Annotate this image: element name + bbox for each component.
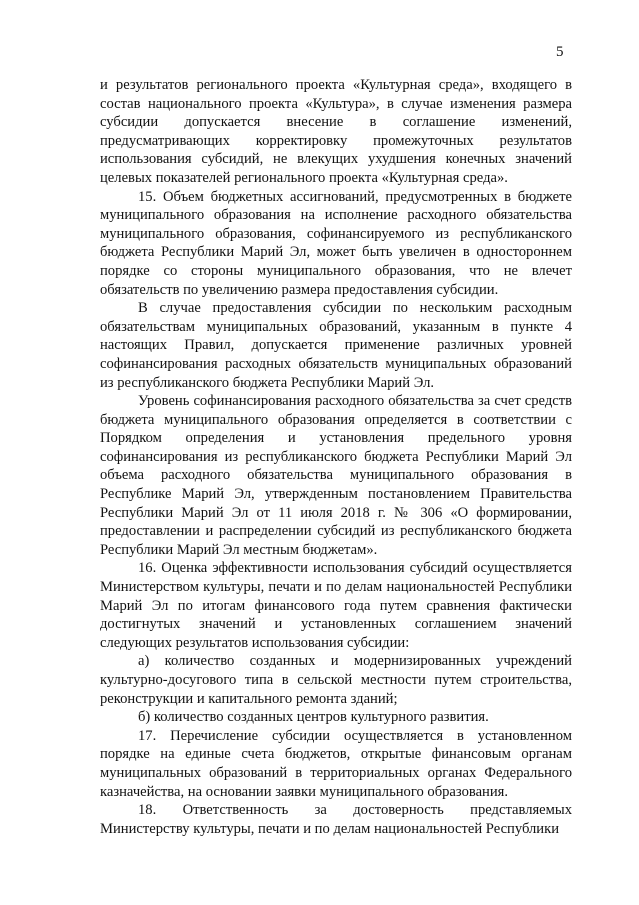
paragraph-clause-18: 18. Ответственность за достоверность представляемых Министерству культуры, печати и по делам национальностей Республики xyxy=(100,802,572,837)
paragraph-clause-15: 15. Объем бюджетных ассигнований, предусмотренных в бюджете муниципального образования на исполнение расходного обязательства муниципального образования, софинансируемого из республиканского бюджета Республики Марий Эл, может быть увеличен в одностороннем порядке со стороны муниципального образования, что не влечет обязательств по увеличению размера предоставления субсидии. xyxy=(100,188,572,298)
list-item-a: а) количество созданных и модернизированных учреждений культурно-досугового типа в сельской местности путем строительства, реконструкции и капитального ремонта зданий; xyxy=(100,653,572,707)
list-item-b: б) количество созданных центров культурного развития. xyxy=(138,709,489,726)
paragraph-clause-16: 16. Оценка эффективности использования субсидий осуществляется Министерством культуры, печати и по делам национальностей Республики Марий Эл по итогам финансового года путем сравнения фактически достигнутых значений и установленных соглашением значений следующих результатов использования субсидии: xyxy=(100,560,572,651)
paragraph-multiple-obligations: В случае предоставления субсидии по нескольким расходным обязательствам муниципальных образований, указанным в пункте 4 настоящих Правил, допускается применение различных уровней софинансирования расходных обязательств муниципальных образований из республиканского бюджета Республики Марий Эл. xyxy=(100,300,572,391)
page-number: 5 xyxy=(556,44,564,60)
paragraph-clause-17: 17. Перечисление субсидии осуществляется в установленном порядке на единые счета бюджетов, открытые финансовым органам муниципальных образований в территориальных органах Федерального казначейства, на основании заявки муниципального образования. xyxy=(100,727,572,800)
paragraph-continuation: и результатов регионального проекта «Культурная среда», входящего в состав национального проекта «Культура», в случае изменения размера субсидии допускается внесение в соглашение изменений, предусматривающих корректировку промежуточных результатов использования субсидий, не влекущих ухудшения конечных значений целевых показателей регионального проекта «Культурная среда». xyxy=(100,77,572,186)
document-body xyxy=(100,76,572,838)
paragraph-cofinancing-level: Уровень софинансирования расходного обязательства за счет средств бюджета муниципального образования определяется в соответствии с Порядком определения и установления предельного уровня софинансирования из республиканского бюджета Республики Марий Эл объема расходного обязательства муниципального образования в Республике Марий Эл, утвержденным постановлением Правительства Республики Марий Эл от 11 июля 2018 г. № 306 «О формировании, предоставлении и распределении субсидий из республиканского бюджета Республики Марий Эл местным бюджетам». xyxy=(100,393,572,558)
